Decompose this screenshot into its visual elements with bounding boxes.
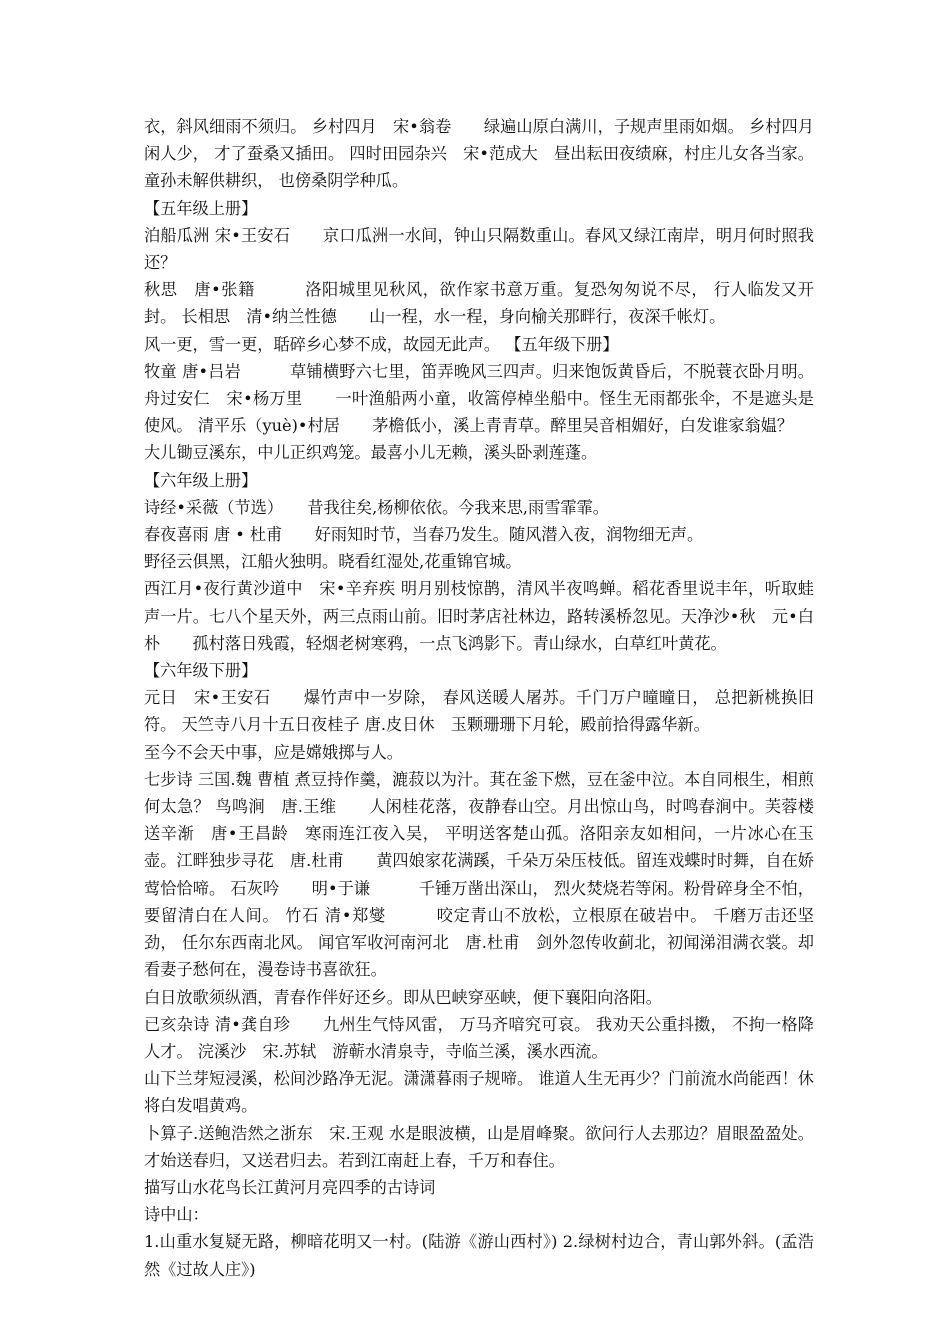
subheading-mountains: 诗中山：	[144, 1205, 209, 1225]
paragraph-wenguanjun-end: 白日放歌须纵酒，青春作伴好还乡。即从巴峡穿巫峡，便下襄阳向洛阳。	[144, 987, 662, 1007]
paragraph-caiwei: 诗经•采薇（节选） 昔我往矣,杨柳依依。今我来思,雨雪霏霏。	[144, 497, 609, 517]
paragraph-mutong-qingpingle: 牧童 唐•吕岩 草铺横野六七里，笛弄晚风三四声。归来饱饭黄昏后，不脱蓑衣卧月明。 舟过安仁 宋•杨万里 一叶渔船两小童，收篙停棹坐船中。怪生无雨都张伞，不是遮头是使风。 清平乐（yuè)•村居 茅檐低小，溪上青青草。醉里吴音相媚好，白发谁家翁媪？	[144, 361, 820, 436]
paragraph-huanxisha-end: 山下兰芽短浸溪，松间沙路净无泥。潇潇暮雨子规啼。 谁道人生无再少？门前流水尚能西！休将白发唱黄鸡。	[144, 1069, 814, 1116]
paragraph-xijiangyue-tianjingsha: 西江月•夜行黄沙道中 宋•辛弃疾 明月别枝惊鹊，清风半夜鸣蝉。稻花香里说丰年，听取蛙声一片。七八个星天外，两三点雨山前。旧时茅店社林边，路转溪桥忽见。天净沙•秋 元•白朴 孤村落日残霞，轻烟老树寒鸦，一点飞鸿影下。青山绿水，白草红叶黄花。	[144, 579, 814, 653]
paragraph-qibushi-to-wenguanjun: 七步诗 三国.魏 曹植 煮豆持作羹，漉菽以为汁。萁在釜下燃，豆在釜中泣。本自同根生，相煎何太急？ 鸟鸣涧 唐.王维 人闲桂花落，夜静春山空。月出惊山鸟，时鸣春涧中。芙蓉楼送辛渐 唐•王昌龄 寒雨连江夜入吴， 平明送客楚山孤。洛阳亲友如相问，一片冰心在玉壶。江畔独步寻花 唐.杜甫 黄四娘家花满蹊，千朵万朵压枝低。留连戏蝶时时舞，自在娇莺恰恰啼。 石灰吟 明•于谦 千锤万凿出深山， 烈火焚烧若等闲。粉骨碎身全不怕，要留清白在人间。 竹石 清•郑燮 咬定青山不放松，立根原在破岩中。 千磨万击还坚劲， 任尔东西南北风。 闻官军收河南河北 唐.杜甫 剑外忽传收蓟北，初闻涕泪满衣裳。却看妻子愁何在，漫卷诗书喜欲狂。	[144, 769, 814, 980]
section-heading-grade6-vol2: 【六年级下册】	[144, 661, 258, 681]
paragraph-bochuan-guazhou: 泊船瓜洲 宋•王安石 京口瓜洲一水间，钟山只隔数重山。春风又绿江南岸，明月何时照我还？	[144, 225, 814, 273]
paragraph-mountain-lines: 1.山重水复疑无路，柳暗花明又一村。(陆游《游山西村》) 2.绿树村边合，青山郭外斜。(孟浩然《过故人庄》)	[144, 1232, 814, 1279]
paragraph-qingpingle-end: 大儿锄豆溪东，中儿正织鸡笼。最喜小儿无赖，溪头卧剥莲蓬。	[144, 443, 598, 463]
paragraph-changxiangsi-end: 风一更，雪一更，聒碎乡心梦不成，故园无此声。 【五年级下册】	[144, 334, 619, 354]
paragraph-tianzhusi-end: 至今不会天中事，应是嫦娥掷与人。	[144, 742, 403, 762]
paragraph-chunye-xiyu-end: 野径云俱黑，江船火独明。晓看红湿处,花重锦官城。	[144, 552, 522, 572]
paragraph-qiusi-changxiangsi: 秋思 唐•张籍 洛阳城里见秋风，欲作家书意万重。复恐匆匆说不尽， 行人临发又开封。 长相思 清•纳兰性德 山一程，水一程，身向榆关那畔行，夜深千帐灯。	[144, 280, 814, 327]
section-heading-grade6-vol1: 【六年级上册】	[144, 470, 258, 490]
paragraph-jihai-huanxisha: 已亥杂诗 清•龚自珍 九州生气恃风雷， 万马齐喑究可哀。 我劝天公重抖擞， 不拘一格降人才。 浣溪沙 宋.苏轼 游蕲水清泉寺，寺临兰溪，溪水西流。	[144, 1014, 814, 1061]
section-heading-landscape-poems: 描写山水花鸟长江黄河月亮四季的古诗词	[144, 1177, 436, 1197]
paragraph-busuanzi: 卜算子.送鲍浩然之浙东 宋.王观 水是眼波横，山是眉峰聚。欲问行人去那边？眉眼盈盈处。才始送春归，又送君归去。若到江南赶上春，千万和春住。	[144, 1123, 814, 1170]
section-heading-grade5-vol1: 【五年级上册】	[144, 198, 258, 218]
paragraph-yuanri-tianzhusi: 元日 宋•王安石 爆竹声中一岁除， 春风送暖人屠苏。千门万户曈曈日， 总把新桃换旧符。 天竺寺八月十五日夜桂子 唐.皮日休 玉颗珊珊下月轮，殿前拾得露华新。	[144, 688, 814, 735]
paragraph-poems-grade4-end: 衣，斜风细雨不须归。 乡村四月 宋•翁卷 绿遍山原白满川，子规声里雨如烟。 乡村四月闲人少， 才了蚕桑又插田。 四时田园杂兴 宋•范成大 昼出耘田夜绩麻，村庄儿女各当家。 童孙未解供耕织， 也傍桑阴学种瓜。	[144, 117, 820, 191]
paragraph-chunye-xiyu: 春夜喜雨 唐 • 杜甫 好雨知时节，当春乃发生。随风潜入夜，润物细无声。	[144, 525, 704, 545]
document-body	[144, 113, 820, 1283]
